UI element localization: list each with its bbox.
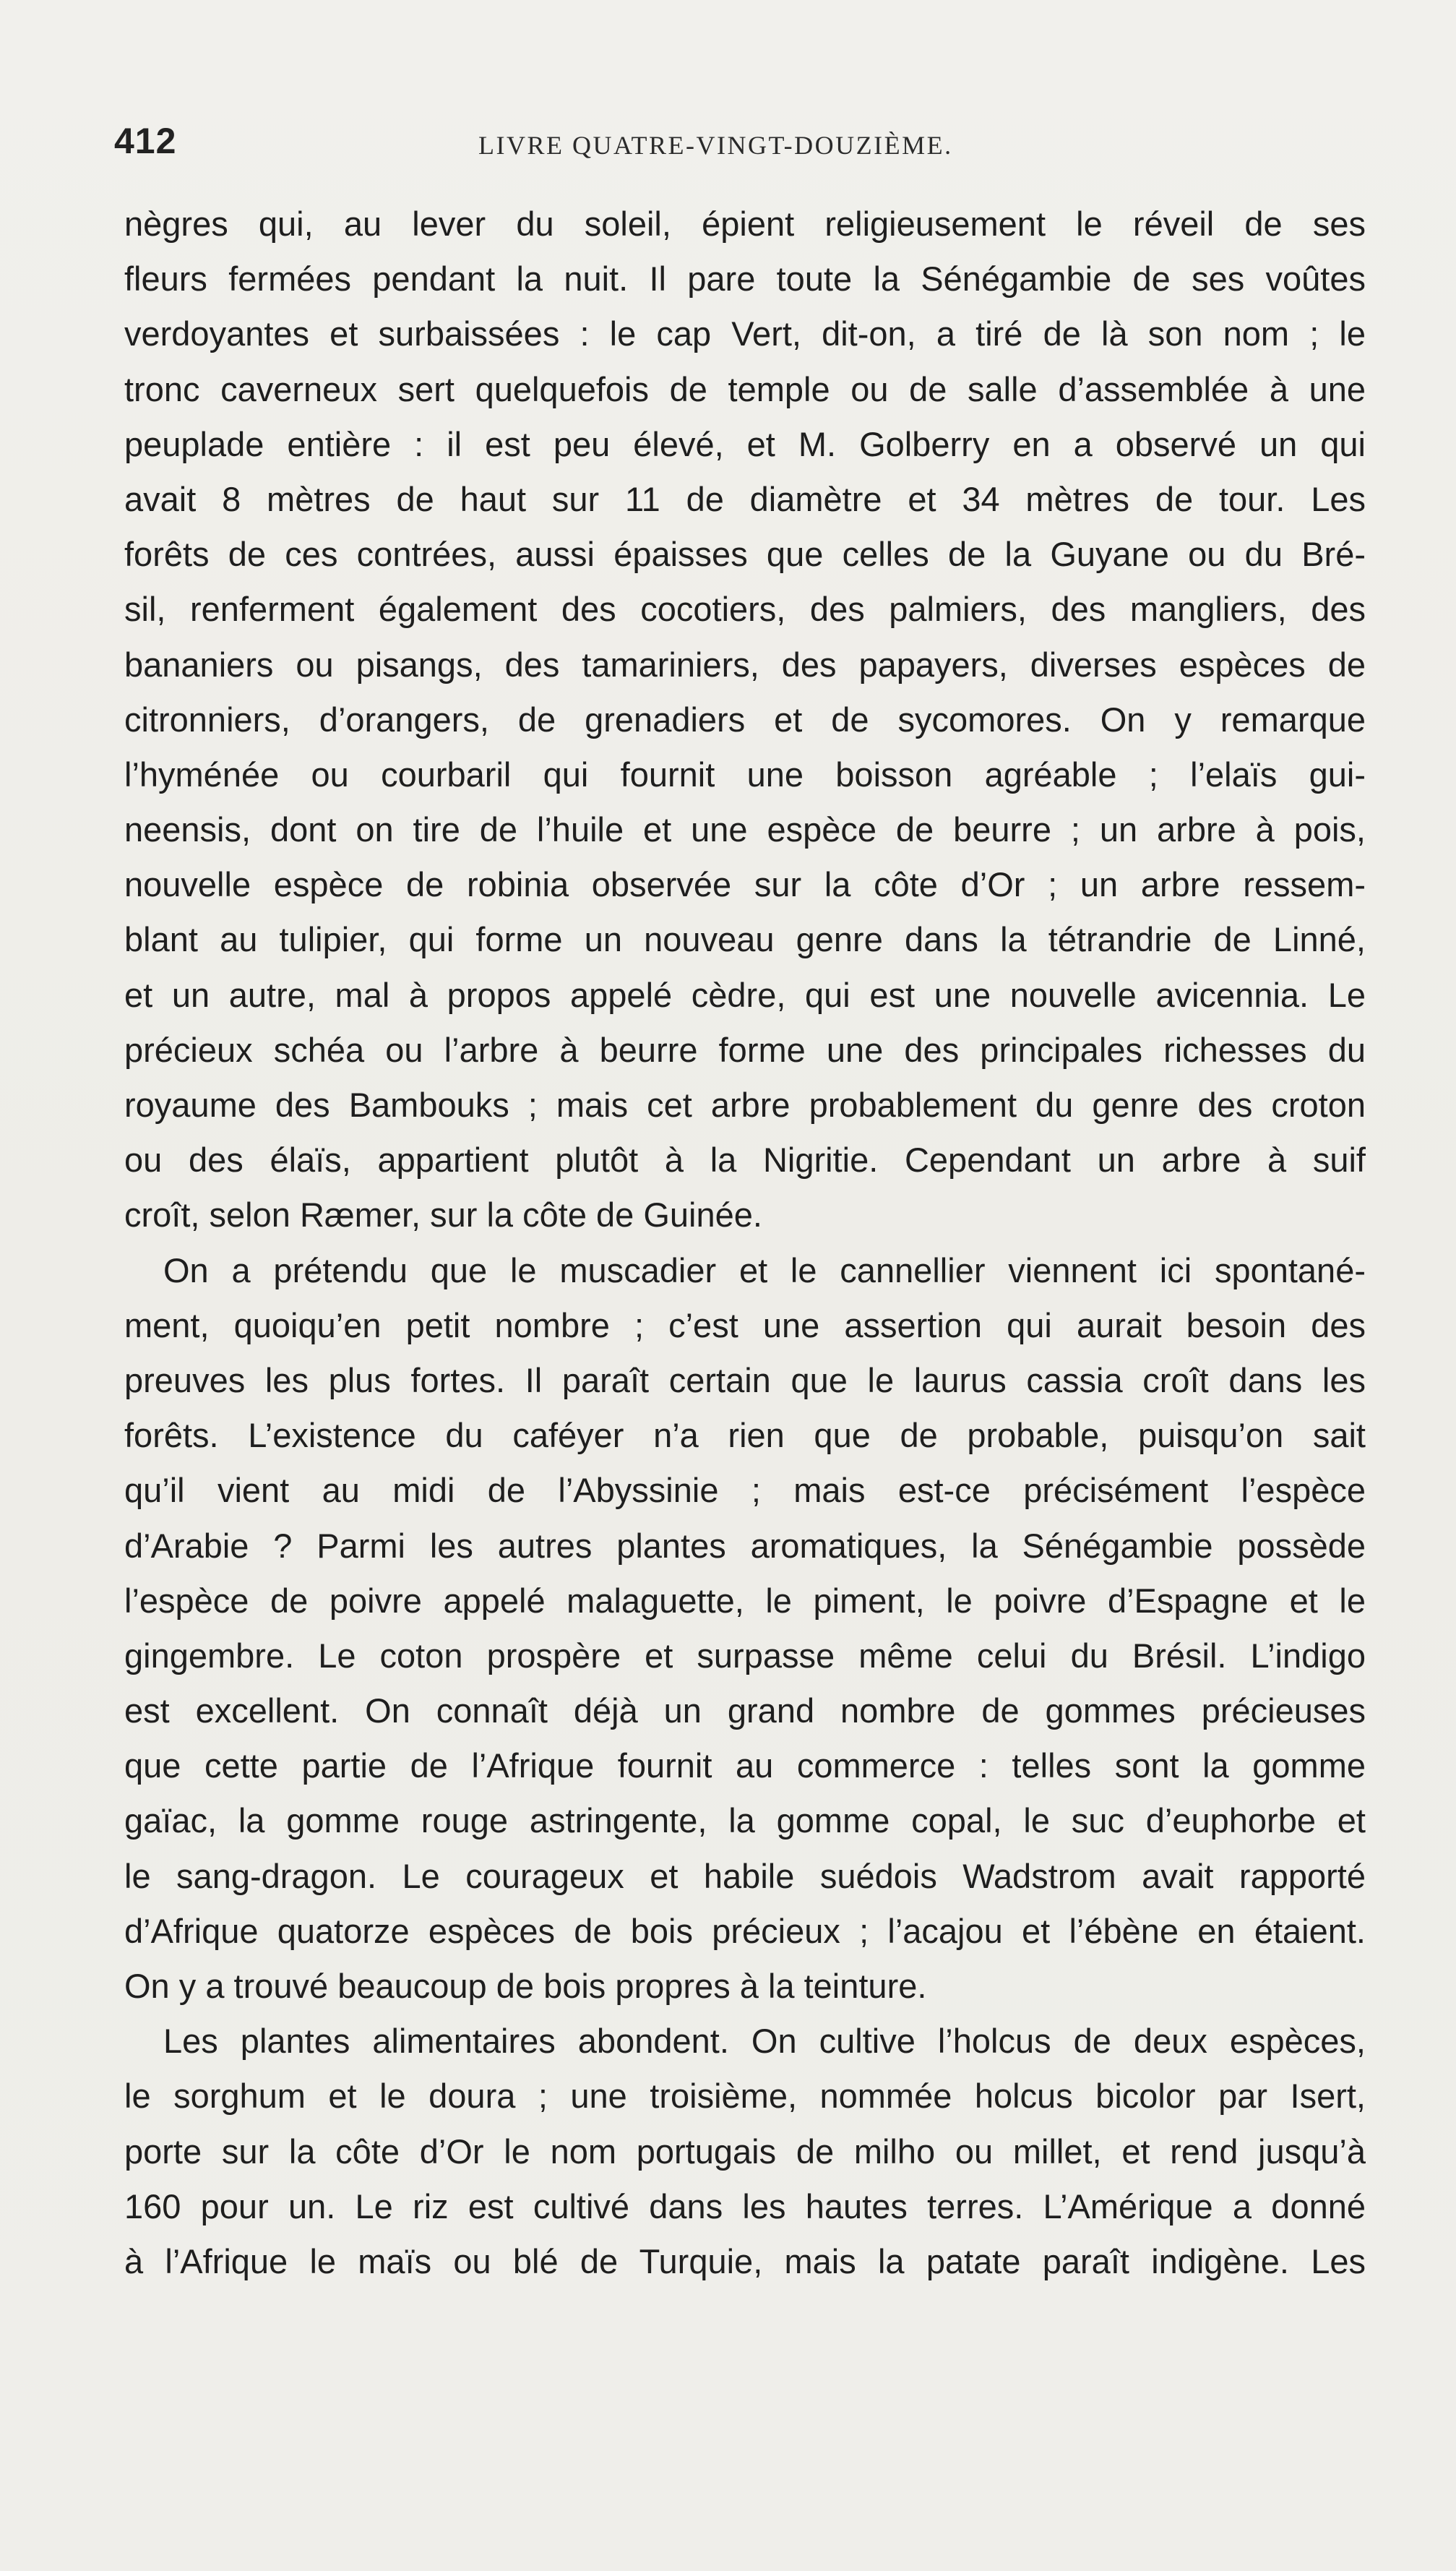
text-line: à l’Afrique le maïs ou blé de Turquie, mais la patate paraît indigène. Les [124, 2241, 1366, 2280]
text-line: On y a trouvé beaucoup de bois propres à la teinture. [124, 1967, 927, 2005]
text-line: gingembre. Le coton prospère et surpasse même celui du Brésil. L’indigo [124, 1636, 1366, 1675]
text-line: citronniers, d’orangers, de grenadiers et de sycomores. On y remarque [124, 700, 1366, 739]
text-line: qu’il vient au midi de l’Abyssinie ; mais est-ce précisément l’espèce [124, 1471, 1366, 1510]
text-line: que cette partie de l’Afrique fournit au commerce : telles sont la gomme [124, 1746, 1366, 1785]
text-line: précieux schéa ou l’arbre à beurre forme une des principales richesses du [124, 1030, 1366, 1069]
text-line: d’Arabie ? Parmi les autres plantes aromatiques, la Sénégambie possède [124, 1526, 1366, 1565]
text-line: avait 8 mètres de haut sur 11 de diamètre et 34 mètres de tour. Les [124, 479, 1366, 518]
text-line: neensis, dont on tire de l’huile et une espèce de beurre ; un arbre à pois, [124, 810, 1366, 849]
text-line: sil, renferment également des cocotiers, des palmiers, des mangliers, des [124, 590, 1366, 629]
text-line: royaume des Bambouks ; mais cet arbre probablement du genre des croton [124, 1086, 1366, 1124]
text-line: croît, selon Ræmer, sur la côte de Guinée. [124, 1196, 762, 1235]
text-line: verdoyantes et surbaissées : le cap Vert, dit-on, a tiré de là son nom ; le [124, 314, 1366, 353]
text-line: le sang-dragon. Le courageux et habile suédois Wadstrom avait rapporté [124, 1856, 1366, 1895]
text-line: l’hyménée ou courbaril qui fournit une boisson agréable ; l’elaïs gui- [124, 755, 1366, 794]
text-line: et un autre, mal à propos appelé cèdre, qui est une nouvelle avicennia. Le [124, 975, 1366, 1014]
text-line: d’Afrique quatorze espèces de bois précieux ; l’acajou et l’ébène en étaient. [124, 1911, 1366, 1950]
text-line: bananiers ou pisangs, des tamariniers, des papayers, diverses espèces de [124, 645, 1366, 684]
body-text [124, 197, 1366, 2289]
text-line: l’espèce de poivre appelé malaguette, le piment, le poivre d’Espagne et le [124, 1581, 1366, 1620]
running-header [110, 116, 1367, 166]
text-line: porte sur la côte d’Or le nom portugais de milho ou millet, et rend jusqu’à [124, 2132, 1366, 2171]
text-line: ou des élaïs, appartient plutôt à la Nigritie. Cependant un arbre à suif [124, 1141, 1366, 1180]
text-line: 160 pour un. Le riz est cultivé dans les hautes terres. L’Amérique a donné [124, 2186, 1366, 2226]
page-number: 412 [114, 121, 177, 161]
text-line: le sorghum et le doura ; une troisième, nommée holcus bicolor par Isert, [124, 2077, 1366, 2116]
text-line: est excellent. On connaît déjà un grand nombre de gommes précieuses [124, 1691, 1366, 1730]
text-line: On a prétendu que le muscadier et le cannellier viennent ici spontané- [163, 1250, 1366, 1289]
text-line: peuplade entière : il est peu élevé, et M. Golberry en a observé un qui [124, 424, 1366, 463]
text-line: Les plantes alimentaires abondent. On cultive l’holcus de deux espèces, [163, 2022, 1366, 2061]
text-line: tronc caverneux sert quelquefois de temple ou de salle d’assemblée à une [124, 369, 1366, 408]
running-title: LIVRE QUATRE-VINGT-DOUZIÈME. [478, 131, 953, 160]
text-line: preuves les plus fortes. Il paraît certain que le laurus cassia croît dans les [124, 1360, 1366, 1399]
text-line: nouvelle espèce de robinia observée sur la côte d’Or ; un arbre ressem- [124, 865, 1366, 904]
text-line: gaïac, la gomme rouge astringente, la gomme copal, le suc d’euphorbe et [124, 1801, 1366, 1840]
text-line: blant au tulipier, qui forme un nouveau genre dans la tétrandrie de Linné, [124, 920, 1366, 959]
text-line: fleurs fermées pendant la nuit. Il pare toute la Sénégambie de ses voûtes [124, 259, 1366, 299]
text-line: nègres qui, au lever du soleil, épient religieusement le réveil de ses [124, 205, 1366, 243]
text-line: forêts. L’existence du caféyer n’a rien que de probable, puisqu’on sait [124, 1416, 1366, 1455]
text-line: ment, quoiqu’en petit nombre ; c’est une assertion qui aurait besoin des [124, 1305, 1366, 1344]
text-line: forêts de ces contrées, aussi épaisses que celles de la Guyane ou du Bré- [124, 535, 1366, 574]
